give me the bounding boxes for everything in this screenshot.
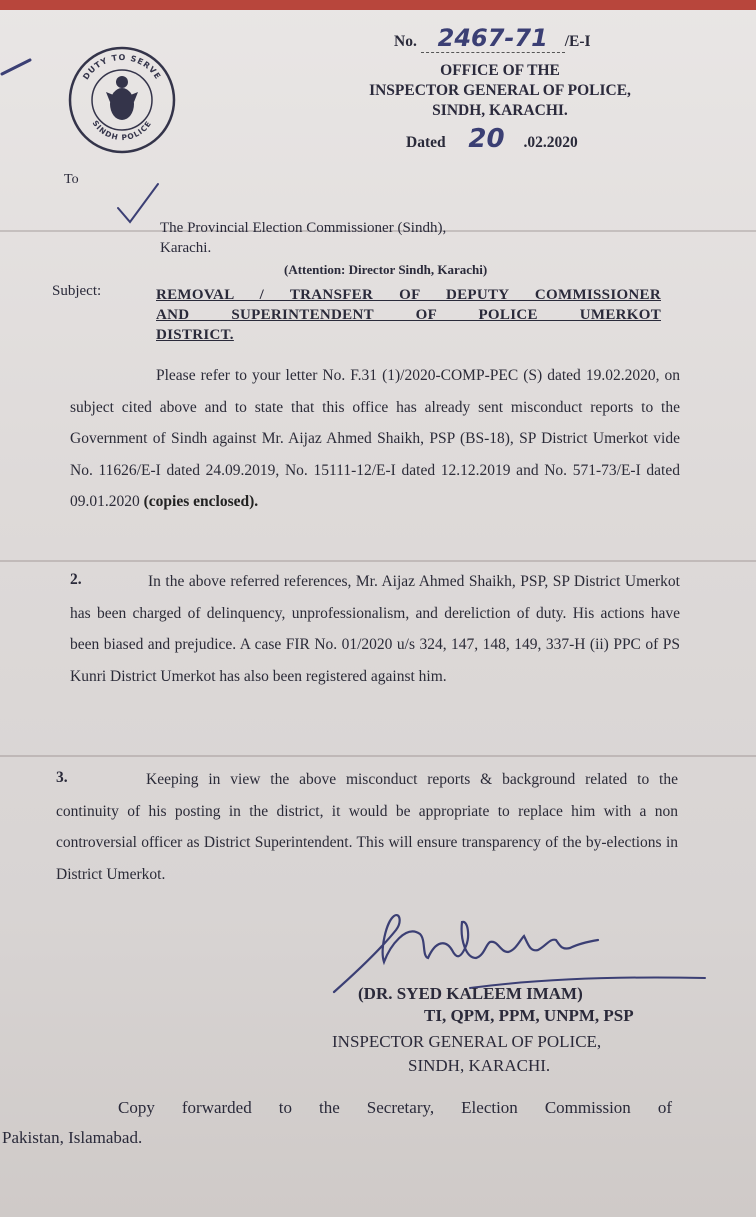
subject-line-3: DISTRICT. [156,327,234,343]
copy-forwarded-line-1: Copy forwarded to the Secretary, Election Commission of [118,1098,672,1117]
paper-fold [0,755,756,757]
addressee-line-2: Karachi. [160,240,212,256]
to-label: To [64,172,79,187]
addressee-line-1: The Provincial Election Commissioner (Sindh), [160,220,447,236]
paragraph-1: Please refer to your letter No. F.31 (1)/2020-COMP-PEC (S) dated 19.02.2020, on subject cited above and to state that this office has already sent misconduct reports to the Government of Sindh against Mr. Aijaz Ahmed Shaikh, PSP (BS-18), SP District Umerkot vide No. 11626/E-I dated 24.09.2019, No. 15111-12/E-I dated 12.12.2019 and No. 571-73/E-I dated 09.01.2020 (copies enclosed). [70,367,680,510]
office-line-1: OFFICE OF THE [440,62,560,79]
sindh-police-seal-icon [66,44,178,156]
office-line-3: SINDH, KARACHI. [432,102,568,119]
signatory-name: (DR. SYED KALEEM IMAM) [358,984,583,1003]
paper-fold [0,560,756,562]
seal-top-text: DUTY TO SERVE [81,52,163,82]
attention-line: (Attention: Director Sindh, Karachi) [284,262,488,277]
signatory-location: SINDH, KARACHI. [408,1056,551,1075]
signatory-title: INSPECTOR GENERAL OF POLICE, [332,1032,602,1051]
subject-line-2: AND SUPERINTENDENT OF POLICE UMERKOT [156,307,661,323]
signatory-honors: TI, QPM, PPM, UNPM, PSP [424,1006,634,1025]
paragraph-3: Keeping in view the above misconduct reports & background related to the continuity of his posting in the district, it would be appropriate to replace him with a non controversial officer as District Superintendent. This will ensure transparency of the by-elections in District Umerkot. [56,771,678,883]
subject-label: Subject: [52,283,102,299]
dated-line: Dated 20 .02.2020 [406,124,578,154]
handwritten-day: 20 [468,124,505,154]
pen-mark [0,52,40,82]
check-mark-icon [114,180,162,228]
paragraph-2: In the above referred references, Mr. Aijaz Ahmed Shaikh, PSP, SP District Umerkot has been charged of delinquency, unprofessionalism, and dereliction of duty. His actions have been biased and prejudice. A case FIR No. 01/2020 u/s 324, 147, 148, 149, 337-H (ii) PPC of PS Kunri District Umerkot has also been registered against him. [70,573,680,685]
paragraph-3-number: 3. [56,769,68,786]
copy-forwarded-line-2: Pakistan, Islamabad. [2,1128,143,1147]
paragraph-2-number: 2. [70,571,82,588]
office-line-2: INSPECTOR GENERAL OF POLICE, [369,82,631,99]
top-edge [0,0,756,10]
subject-line-1: REMOVAL / TRANSFER OF DEPUTY COMMISSIONER [156,287,661,303]
copies-enclosed: (copies enclosed). [143,493,259,510]
seal-bottom-text: SINDH POLICE [90,118,154,143]
subject-heading [156,285,661,345]
letter-number: No. 2467-71 /E-I [394,24,591,52]
handwritten-number: 2467-71 [421,24,565,53]
